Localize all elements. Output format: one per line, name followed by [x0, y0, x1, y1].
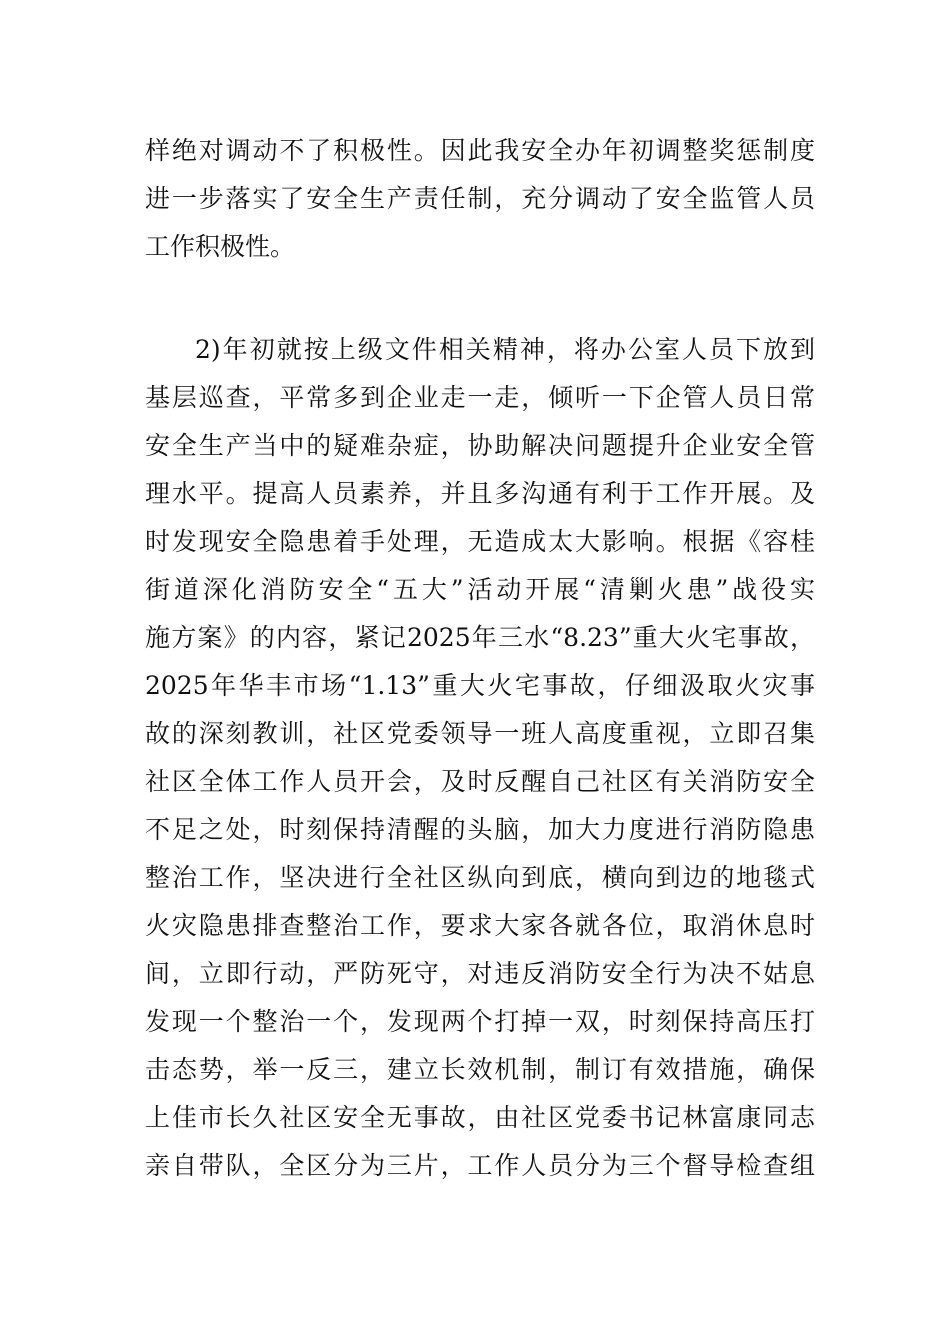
text-line: 上佳市长久社区安全无事故，由社区党委书记林富康同志	[145, 1103, 815, 1132]
text-line: 街道深化消防安全“五大”活动开展“清剿火患”战役实	[145, 575, 815, 604]
text-line: 样绝对调动不了积极性。因此我安全办年初调整奖惩制度	[145, 136, 815, 165]
text-line: 基层巡查，平常多到企业走一走，倾听一下企管人员日常	[145, 383, 815, 412]
text-line: 间，立即行动，严防死守，对违反消防安全行为决不姑息	[145, 959, 815, 988]
text-line: 社区全体工作人员开会，及时反醒自己社区有关消防安全	[145, 767, 815, 796]
text-line: 整治工作，坚决进行全社区纵向到底，横向到边的地毯式	[145, 863, 815, 892]
text-line: 不足之处，时刻保持清醒的头脑，加大力度进行消防隐患	[145, 815, 815, 844]
text-line: 2025年华丰市场“1.13”重大火宅事故，仔细汲取火灾事	[145, 671, 815, 700]
text-line: 时发现安全隐患着手处理，无造成太大影响。根据《容桂	[145, 527, 815, 556]
text-line: 理水平。提高人员素养，并且多沟通有利于工作开展。及	[145, 479, 815, 508]
text-line: 亲自带队，全区分为三片，工作人员分为三个督导检查组	[145, 1151, 815, 1180]
text-line: 工作积极性。	[145, 232, 296, 261]
text-line: 火灾隐患排查整治工作，要求大家各就各位，取消休息时	[145, 911, 815, 940]
text-line: 2)年初就按上级文件相关精神，将办公室人员下放到	[195, 335, 815, 364]
text-line: 进一步落实了安全生产责任制，充分调动了安全监管人员	[145, 184, 815, 213]
text-line: 施方案》的内容，紧记2025年三水“8.23”重大火宅事故，	[145, 623, 815, 652]
text-line: 安全生产当中的疑难杂症，协助解决问题提升企业安全管	[145, 431, 815, 460]
text-line: 发现一个整治一个，发现两个打掉一双，时刻保持高压打	[145, 1007, 815, 1036]
text-line: 故的深刻教训，社区党委领导一班人高度重视，立即召集	[145, 719, 815, 748]
text-line: 击态势，举一反三，建立长效机制，制订有效措施，确保	[145, 1055, 815, 1084]
